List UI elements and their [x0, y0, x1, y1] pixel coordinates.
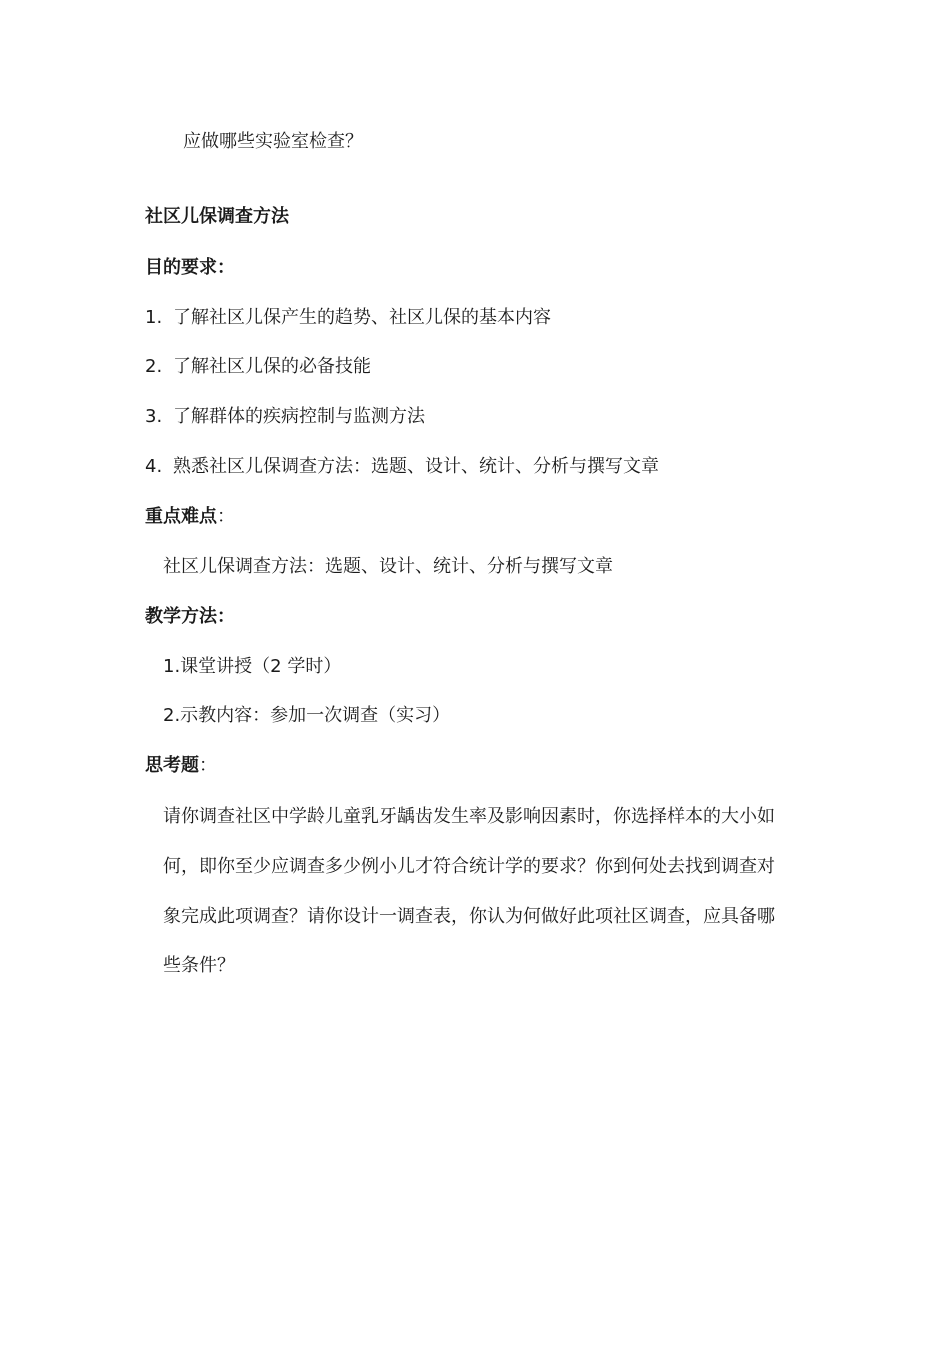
- question-line: 请你调查社区中学龄儿童乳牙龋齿发生率及影响因素时，你选择样本的大小如: [163, 806, 775, 827]
- objective-text: 熟悉社区儿保调查方法：选题、设计、统计、分析与撰写文章: [173, 456, 659, 477]
- objective-number: 1.: [145, 307, 163, 328]
- objective-item: [145, 455, 659, 479]
- objective-number: 4.: [145, 456, 163, 477]
- questions-heading: [145, 754, 217, 778]
- question-line: 象完成此项调查？请你设计一调查表，你认为何做好此项社区调查，应具备哪: [163, 906, 775, 927]
- teaching-method-item: 2.示教内容：参加一次调查（实习）: [163, 705, 451, 726]
- questions-label: 思考题: [145, 755, 199, 776]
- objective-text: 了解社区儿保产生的趋势、社区儿保的基本内容: [173, 307, 551, 328]
- objective-text: 了解群体的疾病控制与监测方法: [173, 406, 425, 427]
- objective-number: 2.: [145, 356, 163, 377]
- section-title: 社区儿保调查方法: [145, 206, 289, 227]
- objective-item: [145, 405, 425, 429]
- intro-question: 应做哪些实验室检查？: [183, 131, 363, 152]
- objective-item: [145, 306, 551, 330]
- objective-number: 3.: [145, 406, 163, 427]
- objective-item: [145, 355, 371, 379]
- teaching-methods-heading: 教学方法：: [145, 606, 235, 627]
- question-line: 些条件？: [163, 955, 235, 976]
- key-points-colon: ：: [217, 506, 235, 527]
- questions-colon: ：: [199, 755, 217, 776]
- key-points-heading: [145, 505, 235, 529]
- key-points-text: 社区儿保调查方法：选题、设计、统计、分析与撰写文章: [163, 556, 613, 577]
- key-points-label: 重点难点: [145, 506, 217, 527]
- teaching-method-item: 1.课堂讲授（2 学时）: [163, 656, 342, 677]
- objectives-heading: 目的要求：: [145, 257, 235, 278]
- question-line: 何，即你至少应调查多少例小儿才符合统计学的要求？你到何处去找到调查对: [163, 856, 775, 877]
- objective-text: 了解社区儿保的必备技能: [173, 356, 371, 377]
